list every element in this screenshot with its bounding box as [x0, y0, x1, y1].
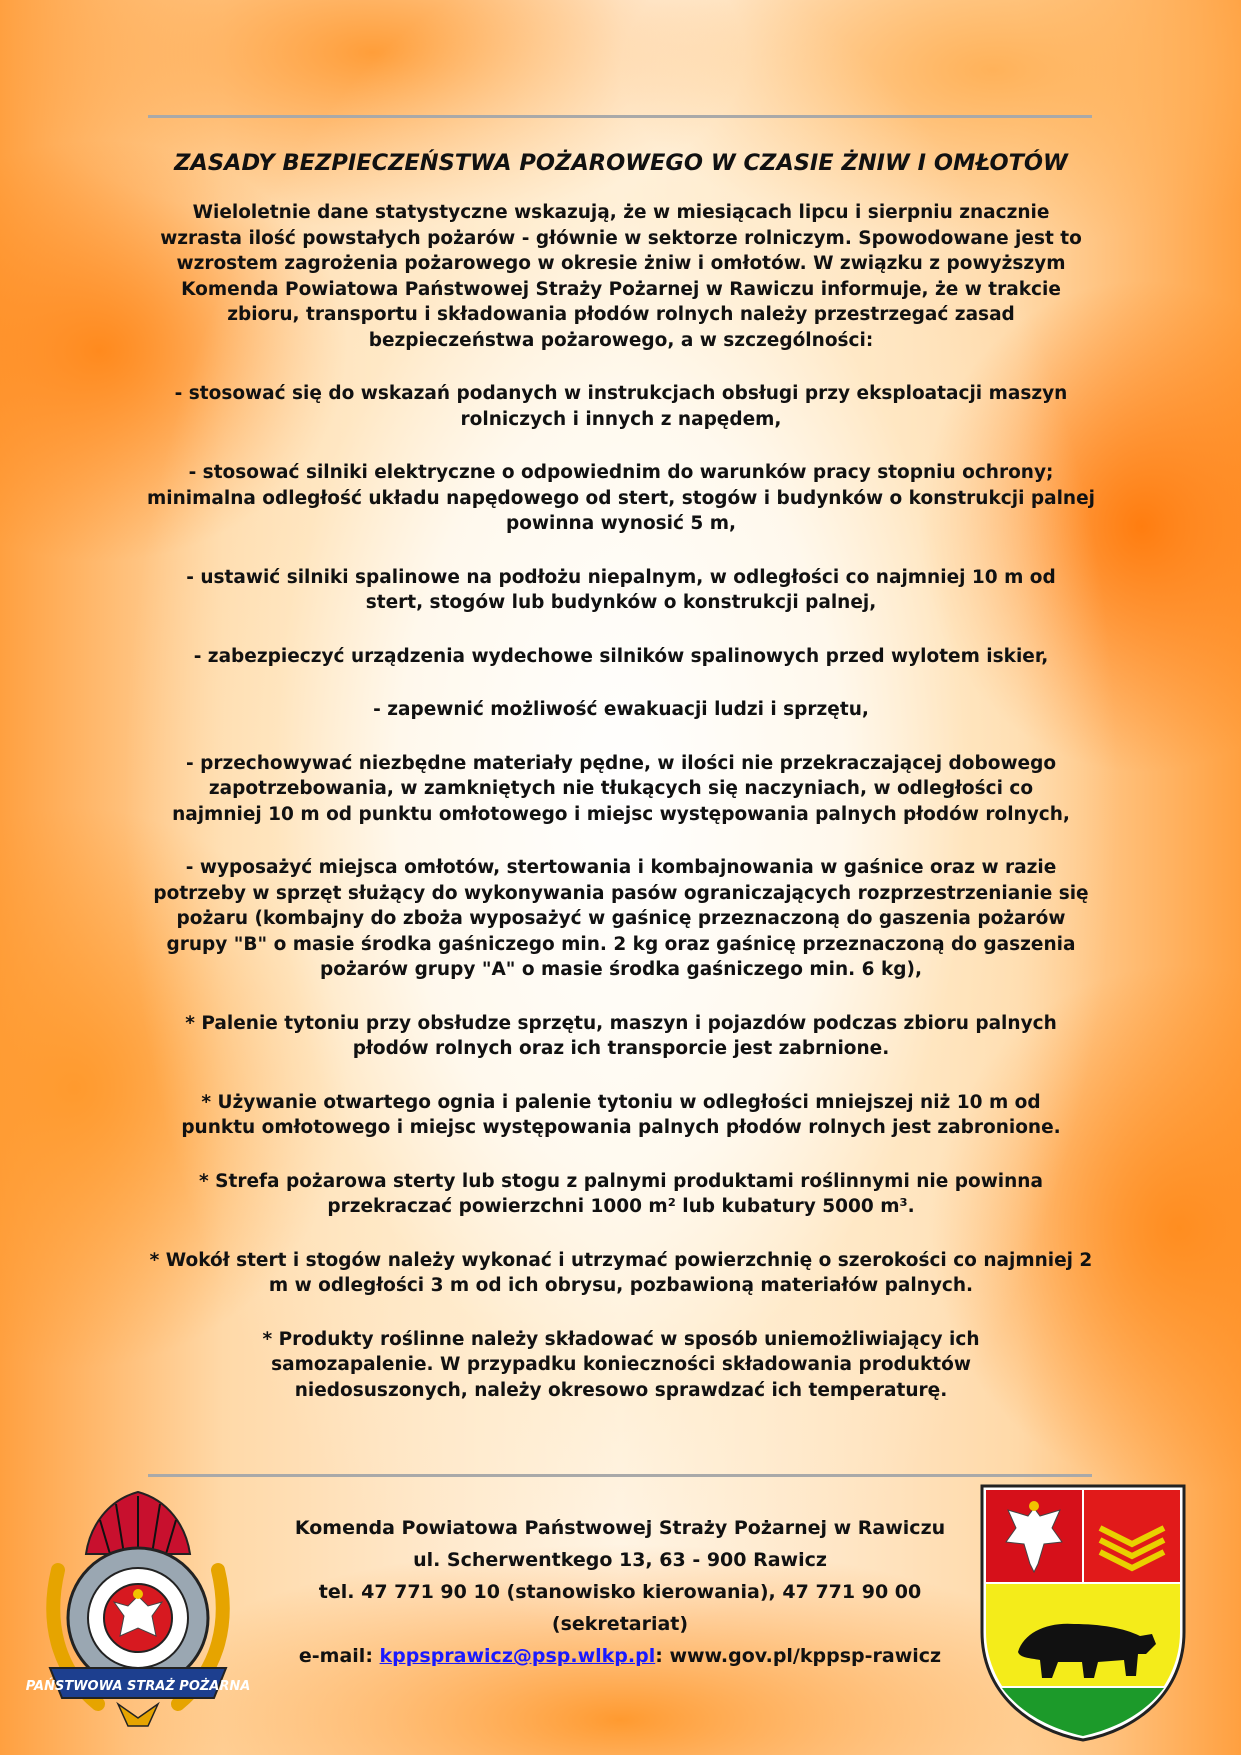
bottom-divider	[148, 1474, 1092, 1477]
footer-contact-line	[270, 1640, 970, 1672]
warning-item: * Produkty roślinne należy składować w sposób uniemożliwiający ich samozapalenie. W przypadku konieczności składowania produktów niedosuszonych, należy okresowo sprawdzać ich temperaturę.	[262, 1328, 980, 1401]
rule-item: - stosować silniki elektryczne o odpowiednim do warunków pracy stopniu ochrony; minimalna odległość układu napędowego od stert, stogów i budynków o konstrukcji palnej powinna wynosić 5 m,	[146, 462, 1095, 534]
footer-address: ul. Scherwentkego 13, 63 - 900 Rawicz	[413, 1549, 827, 1571]
contact-footer	[270, 1512, 970, 1672]
rule-item: - wyposażyć miejsca omłotów, stertowania i kombajnowania w gaśnice oraz w razie potrzeby w sprzęt służący do wykonywania pasów ograniczających rozprzestrzenianie się pożaru (kombajny do zboża wyposażyć w gaśnicę przeznaczoną do gaszenia pożarów grupy "B" o masie środka gaśniczego min. 2 kg oraz gaśnicę przeznaczoną do gaszenia pożarów grupy "A" o masie środka gaśniczego min. 6 kg),	[153, 857, 1089, 980]
rule-item: - zabezpieczyć urządzenia wydechowe silników spalinowych przed wylotem iskier,	[193, 645, 1049, 667]
footer-email-label: e-mail:	[298, 1645, 380, 1667]
warning-item: * Palenie tytoniu przy obsłudze sprzętu, maszyn i pojazdów podczas zbioru palnych płodów rolnych oraz ich transporcie jest zabrnione.	[185, 1012, 1057, 1059]
psp-emblem-ribbon-text: PAŃSTWOWA STRAŻ POŻARNA	[25, 1679, 251, 1694]
footer-web: : www.gov.pl/kppsp-rawicz	[655, 1645, 942, 1667]
rule-item: - ustawić silniki spalinowe na podłożu niepalnym, w odległości co najmniej 10 m od stert, stogów lub budynków o konstrukcji palnej,	[186, 566, 1056, 613]
warning-item: * Wokół stert i stogów należy wykonać i utrzymać powierzchnię o szerokości co najmniej 2 m w odległości 3 m od ich obrysu, pozbawioną materiałów palnych.	[149, 1249, 1093, 1296]
rule-item: - przechowywać niezbędne materiały pędne, w ilości nie przekraczającej dobowego zapotrzebowania, w zamkniętych nie tłukących się naczyniach, w odległości co najmniej 10 m od punktu omłotowego i miejsc występowania palnych płodów rolnych,	[172, 752, 1070, 825]
warning-item: * Używanie otwartego ognia i palenie tytoniu w odległości mniejszej niż 10 m od punktu omłotowego i miejsc występowania palnych płodów rolnych jest zabronione.	[181, 1091, 1061, 1138]
rule-item: - zapewnić możliwość ewakuacji ludzi i sprzętu,	[373, 699, 869, 720]
footer-org: Komenda Powiatowa Państwowej Straży Pożarnej w Rawiczu	[294, 1517, 946, 1539]
footer-phones: tel. 47 771 90 10 (stanowisko kierowania), 47 771 90 00 (sekretariat)	[318, 1581, 922, 1635]
rule-item: - stosować się do wskazań podanych w instrukcjach obsługi przy eksploatacji maszyn rolniczych i innych z napędem,	[174, 383, 1068, 430]
psp-emblem-icon	[25, 1490, 251, 1734]
email-link[interactable]: kppsprawicz@psp.wlkp.pl	[379, 1645, 656, 1667]
notice-body	[140, 148, 1102, 1431]
warning-item: * Strefa pożarowa sterty lub stogu z palnymi produktami roślinnymi nie powinna przekraczać powierzchni 1000 m² lub kubatury 5000 m³.	[199, 1170, 1043, 1217]
rawicz-coat-of-arms-icon	[978, 1482, 1188, 1748]
page-title: ZASADY BEZPIECZEŃSTWA POŻAROWEGO W CZASIE ŻNIW I OMŁOTÓW	[174, 150, 1068, 176]
top-divider	[148, 115, 1092, 118]
intro-paragraph: Wieloletnie dane statystyczne wskazują, że w miesiącach lipcu i sierpniu znacznie wzrasta ilość powstałych pożarów - głównie w sektorze rolniczym. Spowodowane jest to wzrostem zagrożenia pożarowego w okresie żniw i omłotów. W związku z powyższym Komenda Powiatowa Państwowej Straży Pożarnej w Rawiczu informuje, że w trakcie zbioru, transportu i składowania płodów rolnych należy przestrzegać zasad bezpieczeństwa pożarowego, a w szczególności:	[160, 202, 1082, 351]
